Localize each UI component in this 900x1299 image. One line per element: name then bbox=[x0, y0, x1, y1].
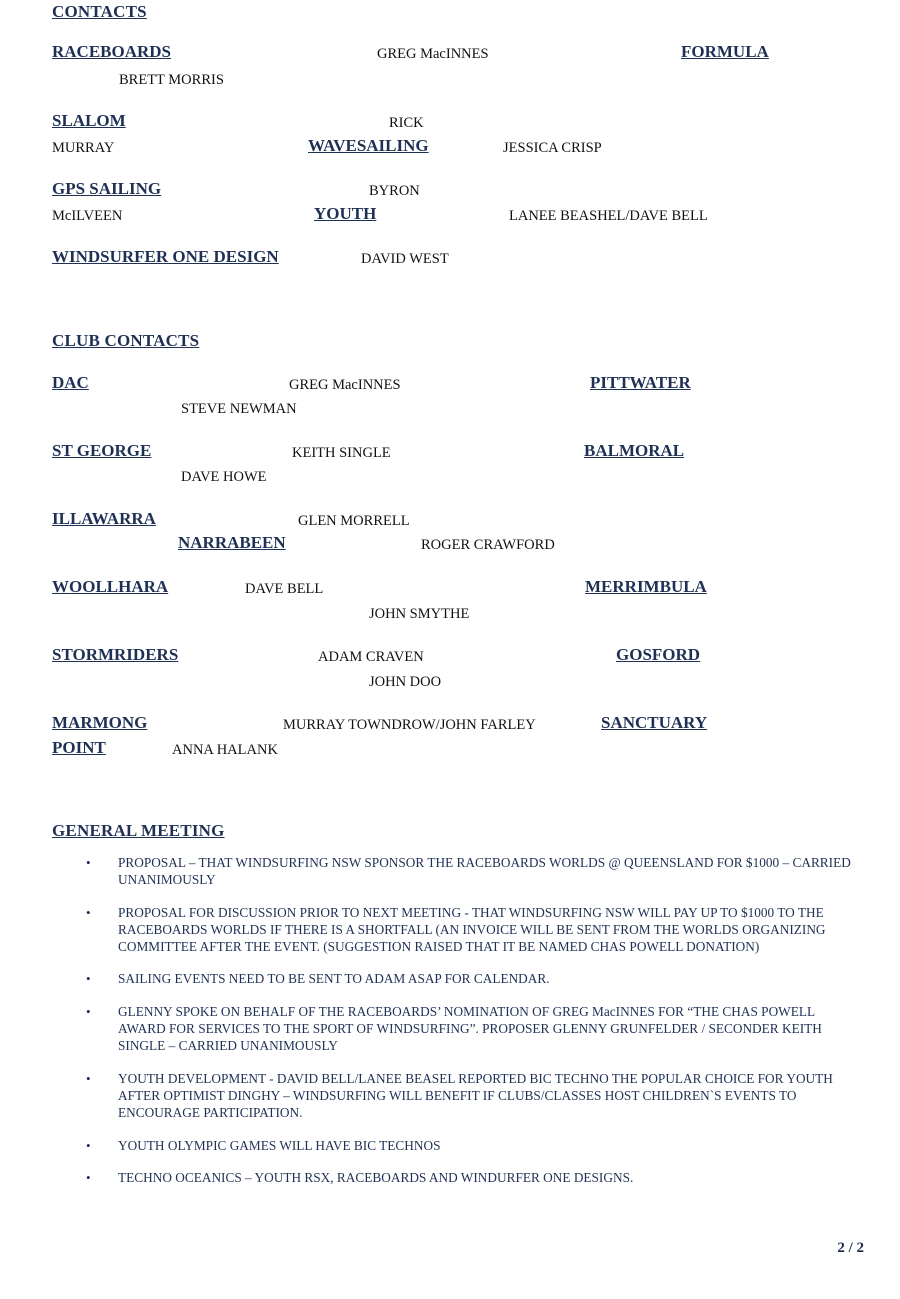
contact-role-slalom: SLALOM bbox=[52, 111, 126, 130]
contact-person-wavesailing: JESSICA CRISP bbox=[503, 140, 602, 156]
bullet-icon: • bbox=[86, 1137, 91, 1153]
list-item bbox=[60, 1170, 860, 1187]
contact-person-slalom-last: MURRAY bbox=[52, 140, 115, 156]
list-item-text: YOUTH OLYMPIC GAMES WILL HAVE BIC TECHNOS bbox=[118, 1137, 441, 1153]
contact-person-slalom-first: RICK bbox=[389, 115, 424, 131]
club-person-gosford: JOHN DOO bbox=[369, 674, 442, 690]
list-item-text: SAILING EVENTS NEED TO BE SENT TO ADAM ASAP FOR CALENDAR. bbox=[118, 971, 550, 987]
contact-role-wavesailing: WAVESAILING bbox=[308, 136, 429, 155]
general-meeting-list bbox=[60, 855, 860, 1203]
club-narrabeen: NARRABEEN bbox=[178, 533, 286, 552]
club-marmong-point-line2: POINT bbox=[52, 738, 106, 757]
club-person-stormriders: ADAM CRAVEN bbox=[318, 649, 424, 665]
list-item bbox=[60, 971, 860, 988]
club-balmoral: BALMORAL bbox=[584, 441, 685, 460]
contact-person-raceboards: GREG MacINNES bbox=[377, 46, 489, 62]
club-person-narrabeen: ROGER CRAWFORD bbox=[421, 537, 555, 553]
contact-role-formula: FORMULA bbox=[681, 42, 769, 61]
club-person-merrimbula: JOHN SMYTHE bbox=[369, 606, 470, 622]
club-st-george: ST GEORGE bbox=[52, 441, 152, 460]
list-item-text: PROPOSAL – THAT WINDSURFING NSW SPONSOR THE RACEBOARDS WORLDS @ QUEENSLAND FOR $1000 – CARRIED UNANIMOUSLY bbox=[118, 855, 851, 887]
bullet-icon: • bbox=[86, 1004, 91, 1020]
contact-role-raceboards: RACEBOARDS bbox=[52, 42, 172, 61]
bullet-icon: • bbox=[86, 1070, 91, 1086]
list-item bbox=[60, 855, 860, 889]
contact-person-formula: BRETT MORRIS bbox=[119, 72, 224, 88]
bullet-icon: • bbox=[86, 971, 91, 987]
club-person-dac: GREG MacINNES bbox=[289, 377, 401, 393]
contact-person-youth: LANEE BEASHEL/DAVE BELL bbox=[509, 208, 708, 224]
contact-role-gps-sailing: GPS SAILING bbox=[52, 179, 162, 198]
list-item bbox=[60, 1138, 860, 1155]
contacts-heading: CONTACTS bbox=[52, 2, 147, 21]
club-dac: DAC bbox=[52, 373, 89, 392]
list-item-text: YOUTH DEVELOPMENT - DAVID BELL/LANEE BEASEL REPORTED BIC TECHNO THE POPULAR CHOICE FOR YOUTH AFTER OPTIMIST DINGHY – WINDSURFING WILL BENEFIT IF CLUBS/CLASSES HOST CHILDREN`S EVENTS TO ENCOURAGE PARTICIPATION. bbox=[118, 1070, 833, 1120]
bullet-icon: • bbox=[86, 1170, 91, 1186]
list-item bbox=[60, 1004, 860, 1055]
contact-role-windsurfer-one-design: WINDSURFER ONE DESIGN bbox=[52, 247, 279, 266]
list-item-text: PROPOSAL FOR DISCUSSION PRIOR TO NEXT MEETING - THAT WINDSURFING NSW WILL PAY UP TO $1000 TO THE RACEBOARDS WORLDS IF THERE IS A SHORTFALL (AN INVOICE WILL BE SENT FROM THE WORLDS ORGANIZING COMMITTEE AFTER THE EVENT. (SUGGESTION RAISED THAT IT BE NAMED CHAS POWELL DONATION) bbox=[118, 904, 826, 954]
contact-person-gps-last: McILVEEN bbox=[52, 208, 123, 224]
bullet-icon: • bbox=[86, 904, 91, 920]
club-merrimbula: MERRIMBULA bbox=[585, 577, 707, 596]
club-stormriders: STORMRIDERS bbox=[52, 645, 179, 664]
club-contacts-heading: CLUB CONTACTS bbox=[52, 331, 200, 350]
list-item bbox=[60, 905, 860, 956]
contact-role-youth: YOUTH bbox=[314, 204, 377, 223]
club-illawarra: ILLAWARRA bbox=[52, 509, 156, 528]
club-pittwater: PITTWATER bbox=[590, 373, 691, 392]
contact-person-gps-first: BYRON bbox=[369, 183, 420, 199]
list-item-text: TECHNO OCEANICS – YOUTH RSX, RACEBOARDS AND WINDURFER ONE DESIGNS. bbox=[118, 1170, 634, 1186]
club-woollhara: WOOLLHARA bbox=[52, 577, 169, 596]
club-gosford: GOSFORD bbox=[616, 645, 701, 664]
club-person-sanctuary: ANNA HALANK bbox=[172, 742, 278, 758]
club-person-st-george: KEITH SINGLE bbox=[292, 445, 391, 461]
club-person-illawarra: GLEN MORRELL bbox=[298, 513, 410, 529]
list-item-text: GLENNY SPOKE ON BEHALF OF THE RACEBOARDS’ NOMINATION OF GREG MacINNES FOR “THE CHAS POWELL AWARD FOR SERVICES TO THE SPORT OF WINDSURFING”. PROPOSER GLENNY GRUNFELDER / SECONDER KEITH SINGLE – CARRIED UNANIMOUSLY bbox=[118, 1004, 822, 1053]
bullet-icon: • bbox=[86, 855, 91, 870]
club-sanctuary: SANCTUARY bbox=[601, 713, 708, 732]
club-person-marmong-point: MURRAY TOWNDROW/JOHN FARLEY bbox=[283, 717, 536, 733]
club-person-woollhara: DAVE BELL bbox=[245, 581, 324, 597]
list-item bbox=[60, 1071, 860, 1122]
contact-person-windsurfer-one-design: DAVID WEST bbox=[361, 251, 449, 267]
page-number: 2 / 2 bbox=[837, 1240, 864, 1256]
club-marmong-point-line1: MARMONG bbox=[52, 713, 148, 732]
club-person-pittwater: STEVE NEWMAN bbox=[181, 401, 297, 417]
club-person-balmoral: DAVE HOWE bbox=[181, 469, 267, 485]
general-meeting-heading: GENERAL MEETING bbox=[52, 821, 225, 840]
